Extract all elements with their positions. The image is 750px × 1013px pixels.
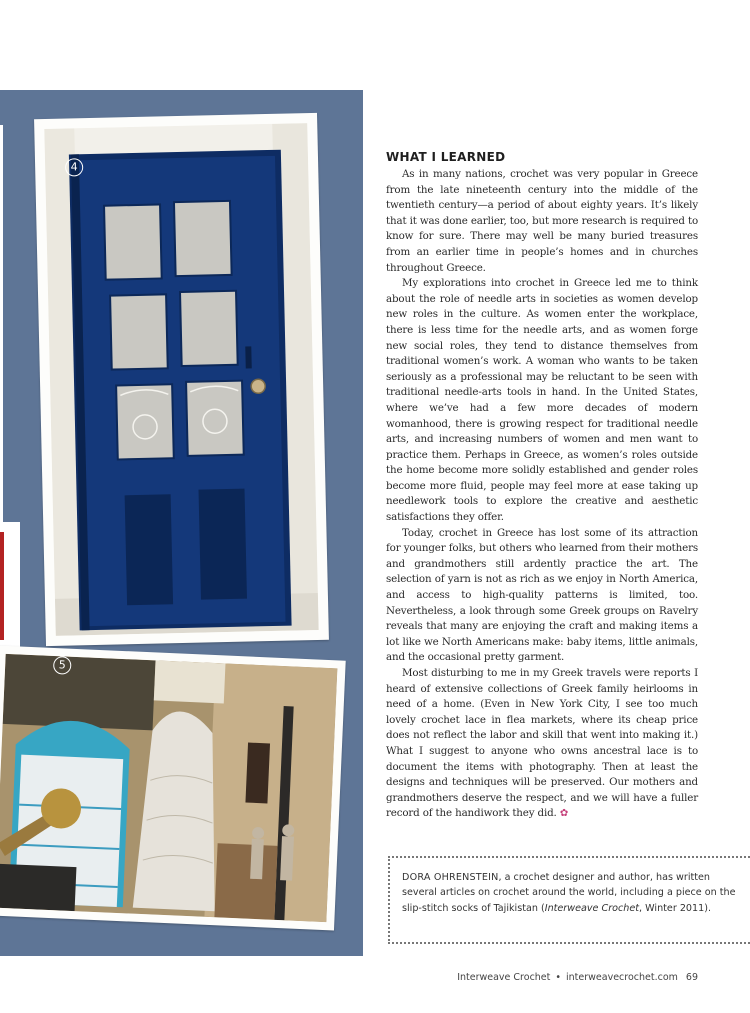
- page-number: 69: [685, 972, 698, 983]
- author-bio-box: [388, 856, 750, 944]
- door-illustration: [44, 123, 318, 636]
- bio-text: , a crochet designer and author, has written several articles on crochet around the world, including a piece on the slip-stitch socks of Tajikistan (: [402, 872, 736, 914]
- photo-lace-shop: [0, 646, 346, 931]
- article-paragraph: [386, 666, 698, 822]
- article-paragraph: Today, crochet in Greece has lost some of its attraction for younger folks, but others who learned from their mothers and grandmothers still ardently practice the art. The selection of yarn is not as rich as we enjoy in North America, and access to high-quality patterns is limited, too. Nevertheless, a look through some Greek groups on Ravelry reveals that many are enjoying the craft and making items a lot like we North Americans make: baby items, little animals, and the occasional pretty garment.: [386, 526, 698, 664]
- cropped-red-photo: [0, 522, 20, 648]
- page-footer: [457, 972, 698, 983]
- photo-number-badge: 5: [53, 656, 72, 675]
- footer-separator: •: [555, 972, 561, 983]
- footer-publication: Interweave Crochet: [457, 972, 551, 983]
- article-paragraph-text: Most disturbing to me in my Greek travels were reports I heard of extensive collections of Greek family heirlooms in need of a home. (Even in New York City, I see too much lovely crochet lace in flea markets, where its cheap price does not reflect the labor and skill that went into making it.) What I suggest to anyone who owns ancestral lace is to document the items with photography. Then at least the designs and techniques will be preserved. Our mothers and grandmothers deserve the respect, and we will have a fuller record of the handiwork they did.: [386, 667, 698, 820]
- photo-blue-door: [34, 113, 329, 646]
- footer-website[interactable]: interweavecrochet.com: [566, 972, 678, 983]
- shop-scene: [0, 654, 337, 922]
- author-name: DORA OHRENSTEIN: [402, 872, 499, 883]
- section-heading: WHAT I LEARNED: [386, 150, 506, 164]
- door-scene: [44, 123, 318, 636]
- article-column: [386, 150, 698, 822]
- article-paragraph: As in many nations, crochet was very popular in Greece from the late nineteenth century into the middle of the twentieth century—a period of about eighty years. It’s likely that it was done earlier, too, but more research is required to know for sure. There may well be many buried treasures from an earlier time in people’s homes and in churches throughout Greece.: [386, 168, 698, 274]
- bio-magazine-title: Interweave Crochet: [544, 902, 640, 914]
- end-mark-icon: ✿: [559, 808, 569, 820]
- bio-text-end: , Winter 2011).: [639, 902, 712, 914]
- photo-number-badge: 4: [65, 158, 83, 176]
- shop-illustration: [0, 654, 337, 922]
- article-paragraph: My explorations into crochet in Greece led me to think about the role of needle arts in societies as women develop new roles in the culture. As women enter the workplace, there is less time for the needle arts, and as women forge new social roles, they tend to distance themselves from traditional women’s work. A woman who wants to be taken seriously as a professional may be reluctant to be seen with traditional needle-arts tools in hand. In the United States, where we’ve had a few more decades of modern womanhood, there is growing respect for traditional needle arts, and increasing numbers of women and men want to practice them. Perhaps in Greece, as women’s roles outside the home become more solidly established and gender roles become more fluid, people may feel more at ease taking up needlework tools to explore the creative and aesthetic satisfactions they offer.: [386, 277, 698, 524]
